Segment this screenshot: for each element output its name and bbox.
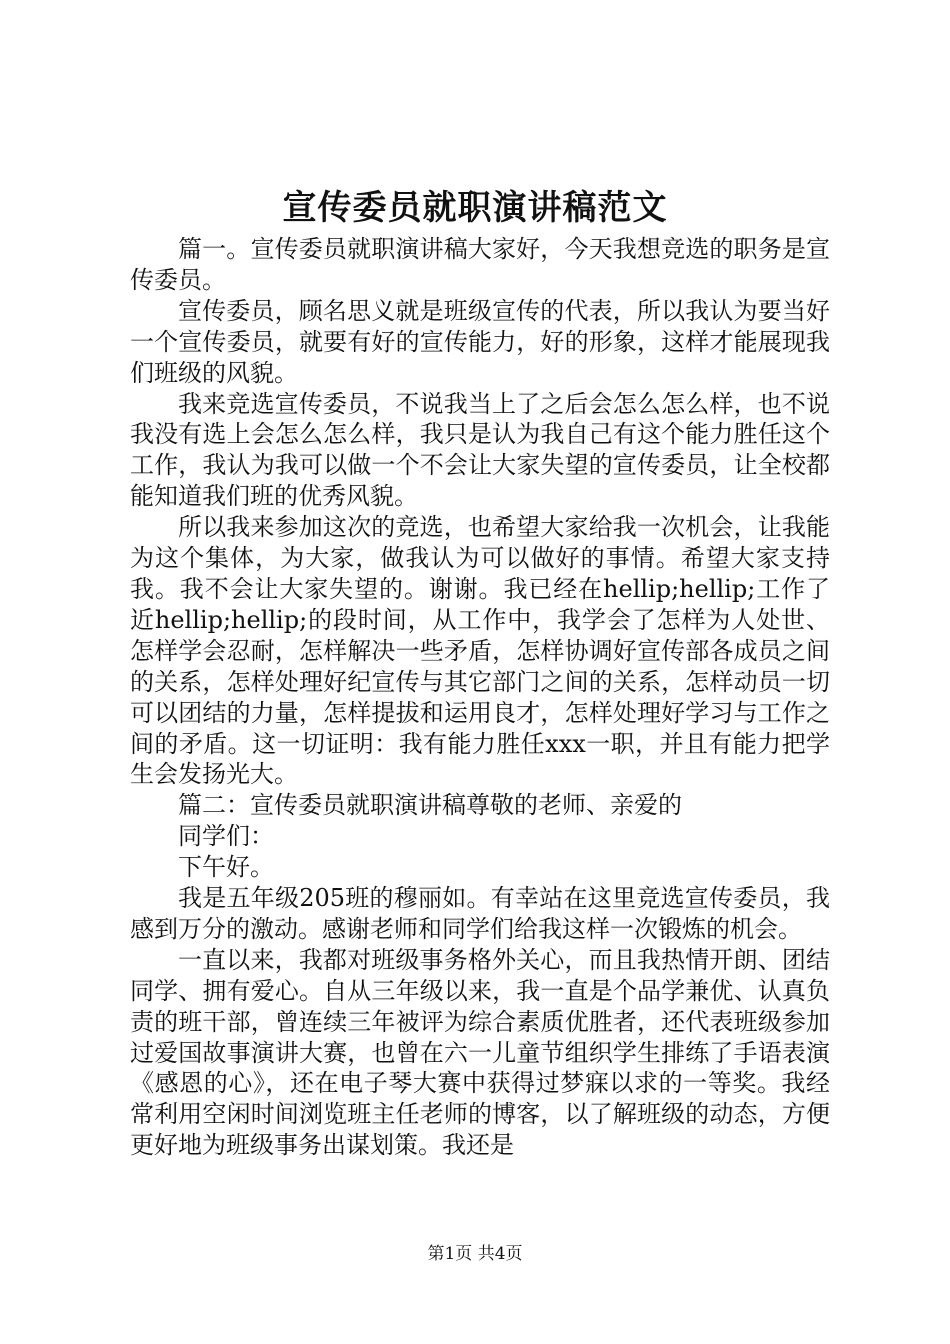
paragraph: 篇二：宣传委员就职演讲稿尊敬的老师、亲爱的 bbox=[178, 791, 682, 820]
paragraph: 我来竞选宣传委员，不说我当上了之后会怎么怎么样，也不说我没有选上会怎么怎么样，我只是认为我自己有这个能力胜任这个工作，我认为我可以做一个不会让大家失望的宣传委员，让全校都能知道我们班的优秀风貌。 bbox=[130, 389, 830, 511]
paragraph: 一直以来，我都对班级事务格外关心，而且我热情开朗、团结同学、拥有爱心。自从三年级以来，我一直是个品学兼优、认真负责的班干部，曾连续三年被评为综合素质优胜者，还代表班级参加过爱国故事演讲大赛，也曾在六一儿童节组织学生排练了手语表演《感恩的心》，还在电子琴大赛中获得过梦寐以求的一等奖。我经常利用空闲时间浏览班主任老师的博客，以了解班级的动态，方便更好地为班级事务出谋划策。我还是 bbox=[130, 945, 830, 1160]
paragraph: 篇一。宣传委员就职演讲稿大家好，今天我想竞选的职务是宣传委员。 bbox=[130, 235, 830, 294]
paragraph: 我是五年级205班的穆丽如。有幸站在这里竞选宣传委员，我感到万分的激动。感谢老师和同学们给我这样一次锻炼的机会。 bbox=[130, 884, 830, 943]
paragraph: 同学们： bbox=[178, 822, 274, 851]
paragraph: 下午好。 bbox=[178, 853, 274, 882]
paragraph: 宣传委员，顾名思义就是班级宣传的代表，所以我认为要当好一个宣传委员，就要有好的宣传能力，好的形象，这样才能展现我们班级的风貌。 bbox=[130, 296, 830, 387]
document-title: 宣传委员就职演讲稿范文 bbox=[282, 188, 668, 228]
paragraph: 所以我来参加这次的竞选，也希望大家给我一次机会，让我能为这个集体，为大家，做我认为可以做好的事情。希望大家支持我。我不会让大家失望的。谢谢。我已经在hellip;hellip;工作了近hellip;hellip;的段时间，从工作中，我学会了怎样为人处世、怎样学会忍耐，怎样解决一些矛盾，怎样协调好宣传部各成员之间的关系，怎样处理好纪宣传与其它部门之间的关系，怎样动员一切可以团结的力量，怎样提拔和运用良才，怎样处理好学习与工作之间的矛盾。这一切证明：我有能力胜任xxx一职，并且有能力把学生会发扬光大。 bbox=[130, 513, 830, 789]
document-body bbox=[130, 234, 830, 1161]
page-footer: 第1页 共4页 bbox=[427, 1244, 523, 1264]
